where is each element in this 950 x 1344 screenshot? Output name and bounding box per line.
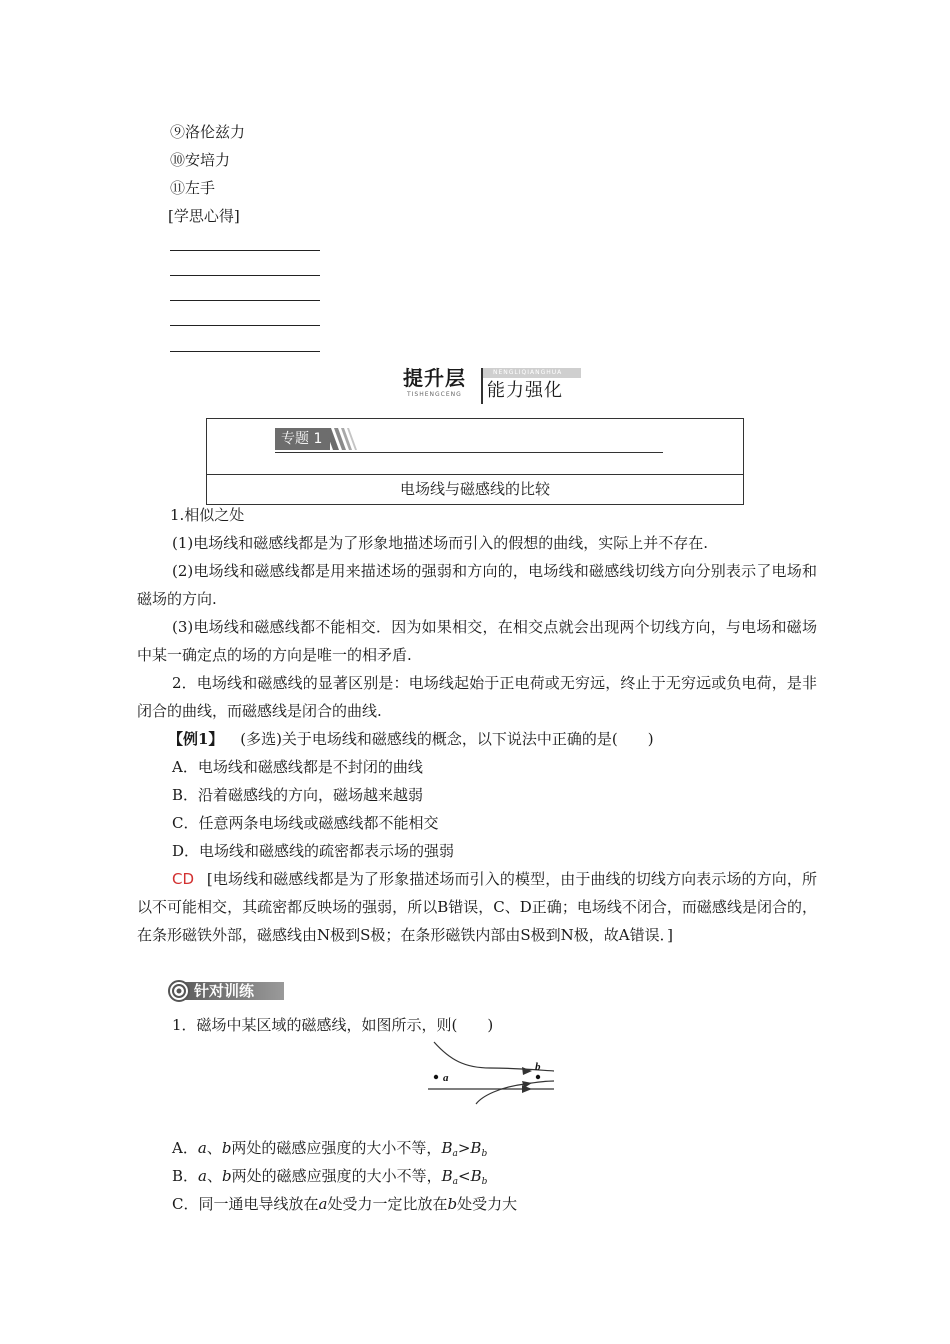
example-label: 【例1】 <box>168 730 224 748</box>
blank-line <box>170 275 320 276</box>
practice-label: 针对训练 <box>194 982 255 1000</box>
p1-1: (1)电场线和磁感线都是为了形象地描述场而引入的假想的曲线，实际上并不存在. <box>172 534 709 552</box>
p1-2: (2)电场线和磁感线都是用来描述场的强弱和方向的，电场线和磁感线切线方向分别表示了电场和磁场的方向. <box>137 562 817 608</box>
practice-banner <box>168 980 288 1002</box>
topic-underline <box>275 452 663 453</box>
example-option-c: C．任意两条电场线或磁感线都不能相交 <box>172 814 439 832</box>
example-option-b: B．沿着磁感线的方向，磁场越来越弱 <box>172 786 424 804</box>
p1-heading: 1.相似之处 <box>170 506 245 524</box>
blank-line <box>170 351 320 352</box>
answer-11: ⑪左手 <box>170 179 216 197</box>
blank-line <box>170 250 320 251</box>
example-explanation: CD [电场线和磁感线都是为了形象描述场而引入的模型，由于曲线的切线方向表示场的方向，所以不可能相交，其疏密都反映场的强弱，所以B错误，C、D正确；电场线不闭合，而磁感线是闭合的，在条形磁铁外部，磁感线由N极到S极；在条形磁铁内部由S极到N极，故A错误．] <box>137 870 817 944</box>
p2: 2．电场线和磁感线的显著区别是：电场线起始于正电荷或无穷远，终止于无穷远或负电荷，是非闭合的曲线，而磁感线是闭合的曲线. <box>137 674 817 720</box>
banner-divider <box>481 368 483 404</box>
practice-option-b: B．a、b两处的磁感应强度的大小不等，$B_a<B_b$ <box>172 1167 488 1187</box>
answer-9: ⑨洛伦兹力 <box>170 123 246 141</box>
arrow-icon <box>522 1067 532 1075</box>
example-answer: CD <box>172 870 195 888</box>
topic-badge-stripes-icon <box>325 428 365 450</box>
target-icon <box>168 980 190 1002</box>
point-a <box>434 1075 438 1079</box>
practice-option-c: C．同一通电导线放在a处受力一定比放在b处受力大 <box>172 1195 518 1213</box>
example-option-a: A．电场线和磁感线都是不封闭的曲线 <box>172 758 423 776</box>
banner-sub: 能力强化 <box>487 380 563 401</box>
banner-main-pinyin: TISHENGCENG <box>407 391 462 398</box>
reflection-label: [学思心得] <box>168 207 240 225</box>
section-banner <box>403 366 583 406</box>
practice-q1: 1．磁场中某区域的磁感线，如图所示，则( ) <box>172 1016 494 1034</box>
field-lines-figure <box>420 1040 560 1108</box>
practice-option-a: A．a、b两处的磁感应强度的大小不等，$B_a>B_b$ <box>172 1139 488 1159</box>
banner-sub-pinyin: NENGLIQIANGHUA <box>493 369 563 376</box>
field-line-bottom <box>476 1081 554 1104</box>
answer-10: ⑩安培力 <box>170 151 231 169</box>
banner-main: 提升层 <box>403 366 466 390</box>
topic-badge: 专题 1 <box>275 428 330 450</box>
point-b <box>536 1075 540 1079</box>
label-b: b <box>535 1061 541 1073</box>
blank-line <box>170 300 320 301</box>
example-option-d: D．电场线和磁感线的疏密都表示场的强弱 <box>172 842 455 860</box>
example-stem: 【例1】 (多选)关于电场线和磁感线的概念，以下说法中正确的是( ) <box>168 730 654 748</box>
label-a: a <box>443 1072 449 1084</box>
blank-line <box>170 325 320 326</box>
topic-title: 电场线与磁感线的比较 <box>399 480 550 498</box>
p1-3: (3)电场线和磁感线都不能相交．因为如果相交，在相交点就会出现两个切线方向，与电场和磁场中某一确定点的场的方向是唯一的相矛盾. <box>137 618 817 664</box>
